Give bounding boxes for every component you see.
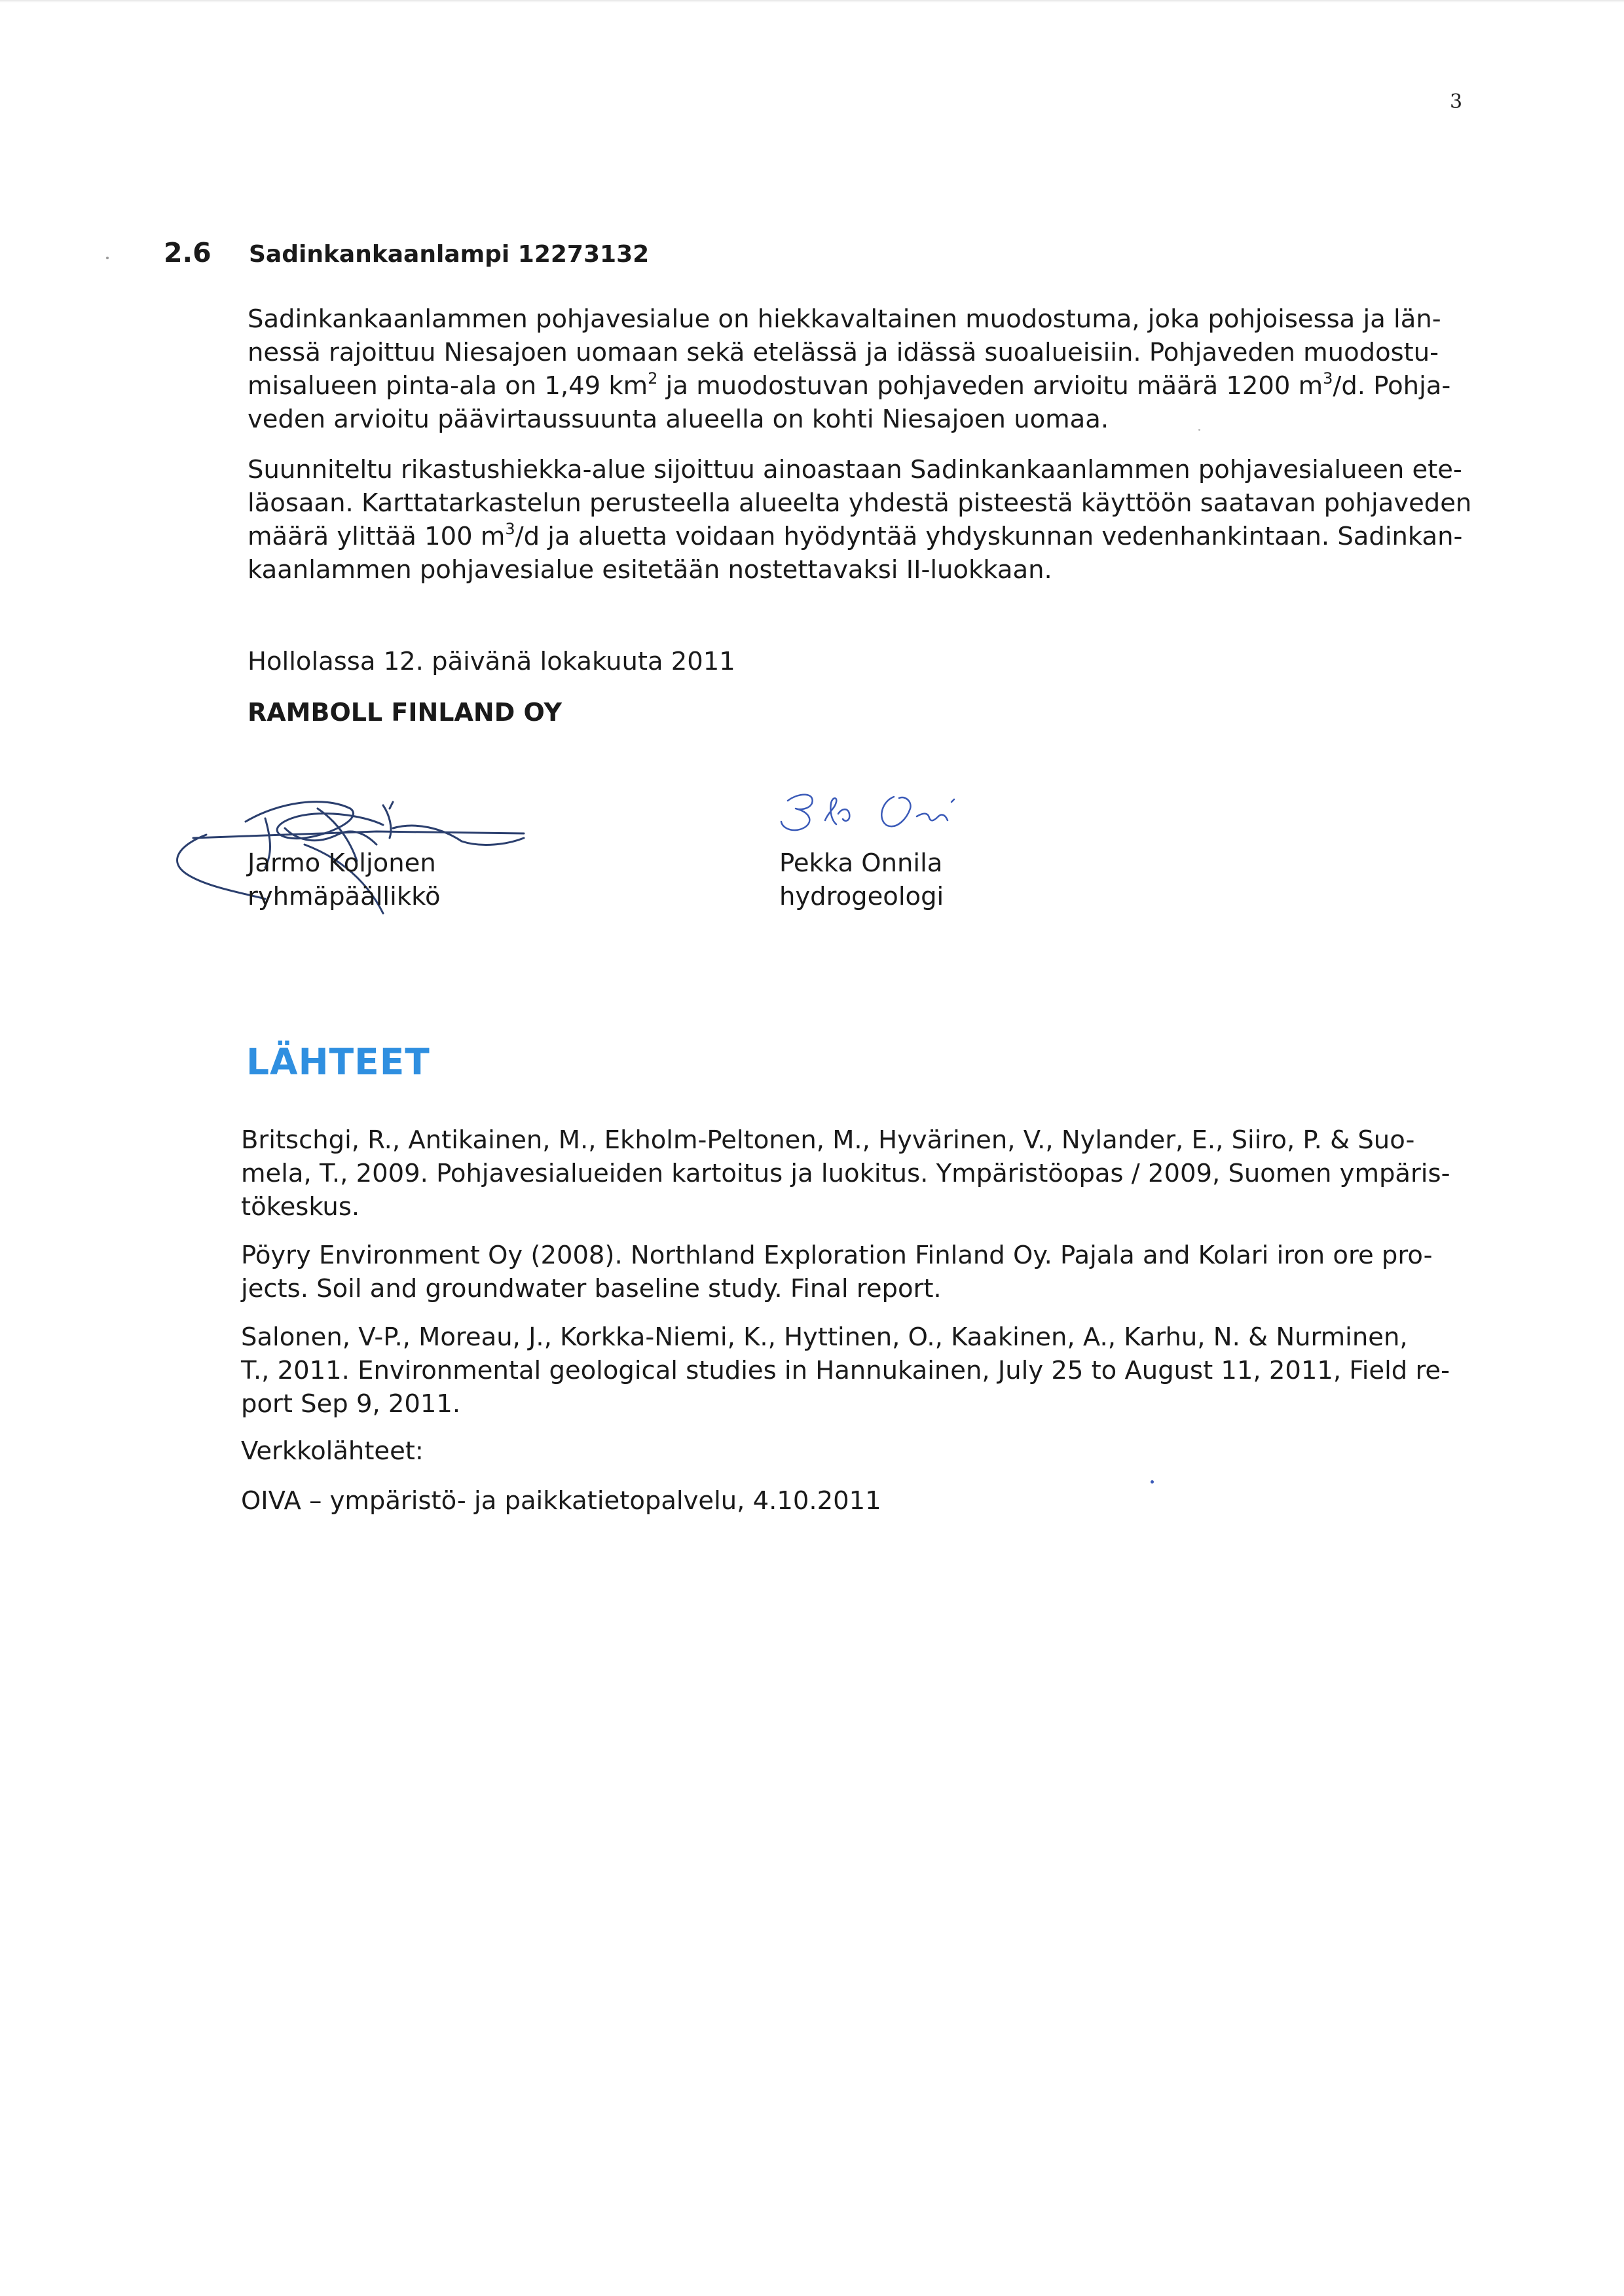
paragraph-2 <box>248 453 1472 587</box>
company-name: RAMBOLL FINLAND OY <box>248 698 562 727</box>
paragraph-line: läosaan. Karttatarkastelun perusteella alueelta yhdestä pisteestä käyttöön saatavan pohjaveden <box>248 488 1472 518</box>
superscript: 3 <box>505 520 515 539</box>
section-code: 12273132 <box>517 241 650 268</box>
reference-entry <box>241 1239 1459 1305</box>
text-run: määrä ylittää 100 m <box>248 522 506 551</box>
scan-speck <box>106 257 109 259</box>
text-run: /d. Pohja- <box>1333 371 1451 401</box>
reference-line: T., 2011. Environmental geological studies in Hannukainen, July 25 to August 11, 2011, Field re- <box>241 1356 1450 1385</box>
reference-line: mela, T., 2009. Pohjavesialueiden kartoitus ja luokitus. Ympäristöopas / 2009, Suomen ympäris- <box>241 1159 1450 1188</box>
scan-edge <box>0 0 1624 3</box>
paragraph-line: kaanlammen pohjavesialue esitetään nostettavaksi II-luokkaan. <box>248 555 1052 585</box>
reference-entry <box>241 1484 1459 1518</box>
section-title-text: Sadinkankaanlampi <box>249 241 510 268</box>
signoff-date-line: Hollolassa 12. päivänä lokakuuta 2011 <box>248 647 735 676</box>
text-run: misalueen pinta-ala on 1,49 km <box>248 371 648 401</box>
paragraph-line: Suunniteltu rikastushiekka-alue sijoittuu ainoastaan Sadinkankaanlammen pohjavesialueen ete- <box>248 455 1462 484</box>
reference-entry <box>241 1123 1459 1224</box>
paragraph-line: veden arvioitu päävirtaussuunta alueella on kohti Niesajoen uomaa. <box>248 405 1109 434</box>
paragraph-1 <box>248 302 1452 436</box>
text-run: ja muodostuvan pohjaveden arvioitu määrä 1200 m <box>657 371 1323 401</box>
scan-speck <box>1151 1480 1154 1484</box>
paragraph-line: Sadinkankaanlammen pohjavesialue on hiekkavaltainen muodostuma, joka pohjoisessa ja län- <box>248 304 1441 334</box>
signature-onnila <box>776 782 992 848</box>
reference-entry <box>241 1321 1459 1421</box>
scan-speck <box>1198 429 1200 431</box>
signatory-role: hydrogeologi <box>779 882 944 911</box>
section-number: 2.6 <box>164 237 212 268</box>
signatory-role: ryhmäpäällikkö <box>248 882 441 911</box>
paragraph-line <box>248 520 1463 553</box>
page-number: 3 <box>1450 90 1463 113</box>
references-heading: LÄHTEET <box>246 1041 430 1083</box>
reference-line: Salonen, V-P., Moreau, J., Korkka-Niemi, K., Hyttinen, O., Kaakinen, A., Karhu, N. & Nurminen, <box>241 1322 1408 1352</box>
superscript: 2 <box>648 369 658 388</box>
paragraph-line <box>248 369 1452 403</box>
superscript: 3 <box>1323 369 1333 388</box>
text-run: /d ja aluetta voidaan hyödyntää yhdyskunnan vedenhankintaan. Sadinkan- <box>515 522 1463 551</box>
section-title <box>249 241 649 268</box>
reference-entry <box>241 1434 1459 1468</box>
paragraph-line: nessä rajoittuu Niesajoen uomaan sekä etelässä ja idässä suoalueisiin. Pohjaveden muodostu- <box>248 338 1439 367</box>
signatory-name: Pekka Onnila <box>779 848 943 878</box>
reference-line: Pöyry Environment Oy (2008). Northland Exploration Finland Oy. Pajala and Kolari iron ore pro- <box>241 1241 1433 1270</box>
reference-line: port Sep 9, 2011. <box>241 1389 461 1419</box>
reference-line: tökeskus. <box>241 1192 360 1222</box>
reference-line: OIVA – ympäristö- ja paikkatietopalvelu, 4.10.2011 <box>241 1486 881 1516</box>
reference-line: Britschgi, R., Antikainen, M., Ekholm-Peltonen, M., Hyvärinen, V., Nylander, E., Siiro, P. & Suo- <box>241 1125 1415 1155</box>
reference-line: Verkkolähteet: <box>241 1436 424 1466</box>
signatory-name: Jarmo Koljonen <box>248 848 436 878</box>
reference-line: jects. Soil and groundwater baseline study. Final report. <box>241 1274 942 1303</box>
